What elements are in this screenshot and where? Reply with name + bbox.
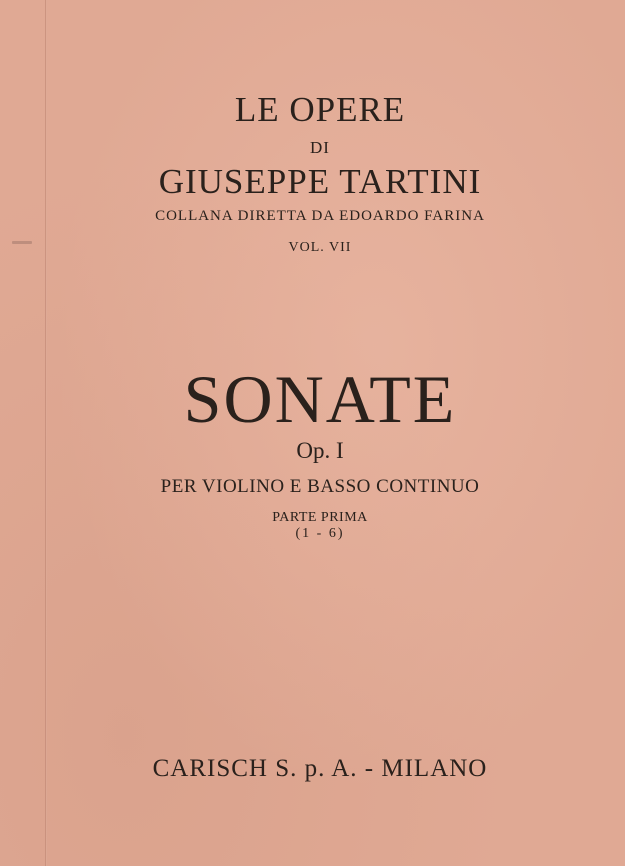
publisher-line: CARISCH S. p. A. - MILANO — [152, 755, 488, 782]
part-label: PARTE PRIMA — [272, 510, 368, 525]
composer-name: GIUSEPPE TARTINI — [158, 162, 482, 201]
editor-line: COLLANA DIRETTA DA EDOARDO FARINA — [155, 208, 485, 224]
volume-number: VOL. VII — [288, 240, 352, 255]
sonata-range: (1 - 6) — [295, 526, 345, 541]
di-connector: DI — [310, 138, 330, 157]
opus-number: Op. I — [296, 438, 344, 463]
series-title: LE OPERE — [234, 90, 406, 129]
scoring-line: PER VIOLINO E BASSO CONTINUO — [160, 476, 480, 497]
work-title: SONATE — [183, 361, 457, 437]
